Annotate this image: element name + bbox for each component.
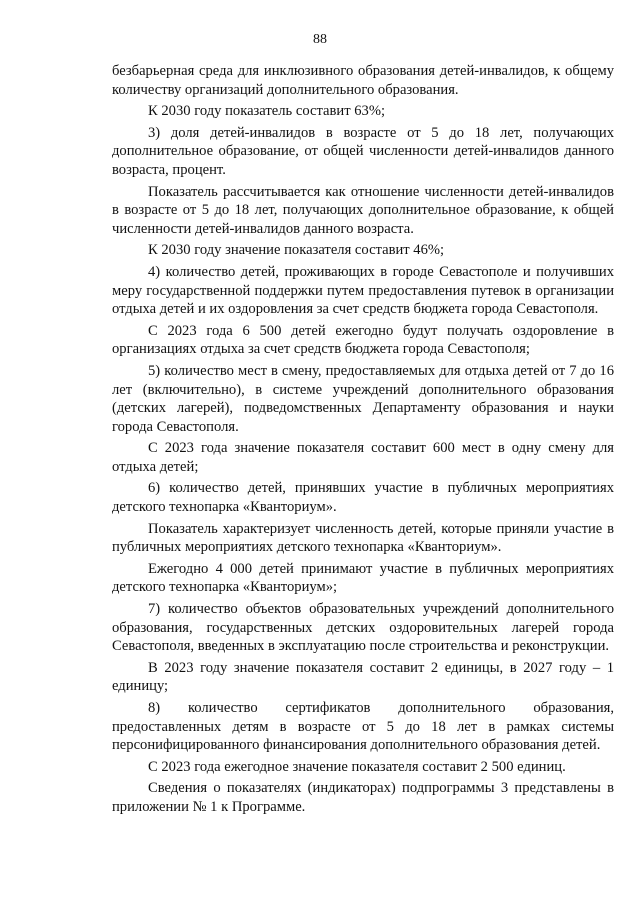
paragraph: 8) количество сертификатов дополнительного образования, предоставленных детям в возрасте от 5 до 18 лет в рамках системы персонифицированного финансирования дополнительного образования детей. xyxy=(112,700,614,754)
paragraph: С 2023 года значение показателя составит 600 мест в одну смену для отдыха детей; xyxy=(112,440,614,475)
paragraph: С 2023 года ежегодное значение показателя составит 2 500 единиц. xyxy=(148,758,566,775)
paragraph: К 2030 году показатель составит 63%; xyxy=(148,103,386,120)
paragraph: К 2030 году значение показателя составит 46%; xyxy=(148,242,445,259)
page-number: 88 xyxy=(313,32,327,47)
paragraph: Сведения о показателях (индикаторах) подпрограммы 3 представлены в приложении № 1 к Программе. xyxy=(112,780,614,815)
paragraph: 6) количество детей, принявших участие в публичных мероприятиях детского технопарка «Кванториум». xyxy=(112,480,614,516)
paragraph: 7) количество объектов образовательных учреждений дополнительного образования, государственных детских оздоровительных лагерей города Севастополя, введенных в эксплуатацию после строительства и реконструкции. xyxy=(112,601,614,655)
paragraph: Показатель характеризует численность детей, которые приняли участие в публичных мероприятиях детского технопарка «Кванториум». xyxy=(112,520,614,556)
paragraph: Показатель рассчитывается как отношение численности детей-инвалидов в возрасте от 5 до 18 лет, получающих дополнительное образование, к общей численности детей-инвалидов данного возраста. xyxy=(112,183,614,237)
paragraph: 3) доля детей-инвалидов в возрасте от 5 до 18 лет, получающих дополнительное образование, от общей численности детей-инвалидов данного возраста, процент. xyxy=(112,124,614,178)
paragraph: Ежегодно 4 000 детей принимают участие в публичных мероприятиях детского технопарка «Кванториум»; xyxy=(112,560,614,596)
document-body xyxy=(112,62,614,820)
paragraph: С 2023 года 6 500 детей ежегодно будут получать оздоровление в организациях отдыха за счет средств бюджета города Севастополя; xyxy=(112,322,614,358)
paragraph: В 2023 году значение показателя составит 2 единицы, в 2027 году – 1 единицу; xyxy=(112,659,614,695)
paragraph: безбарьерная среда для инклюзивного образования детей-инвалидов, к общему количеству организаций дополнительного образования. xyxy=(112,63,614,98)
paragraph: 5) количество мест в смену, предоставляемых для отдыха детей от 7 до 16 лет (включительно), в системе учреждений дополнительного образования (детских лагерей), подведомственных Департаменту образования и науки города Севастополя. xyxy=(112,362,614,435)
paragraph: 4) количество детей, проживающих в городе Севастополе и получивших меру государственной поддержки путем предоставления путевок в организации отдыха детей и их оздоровления за счет средств бюджета города Севастополя. xyxy=(112,263,614,318)
